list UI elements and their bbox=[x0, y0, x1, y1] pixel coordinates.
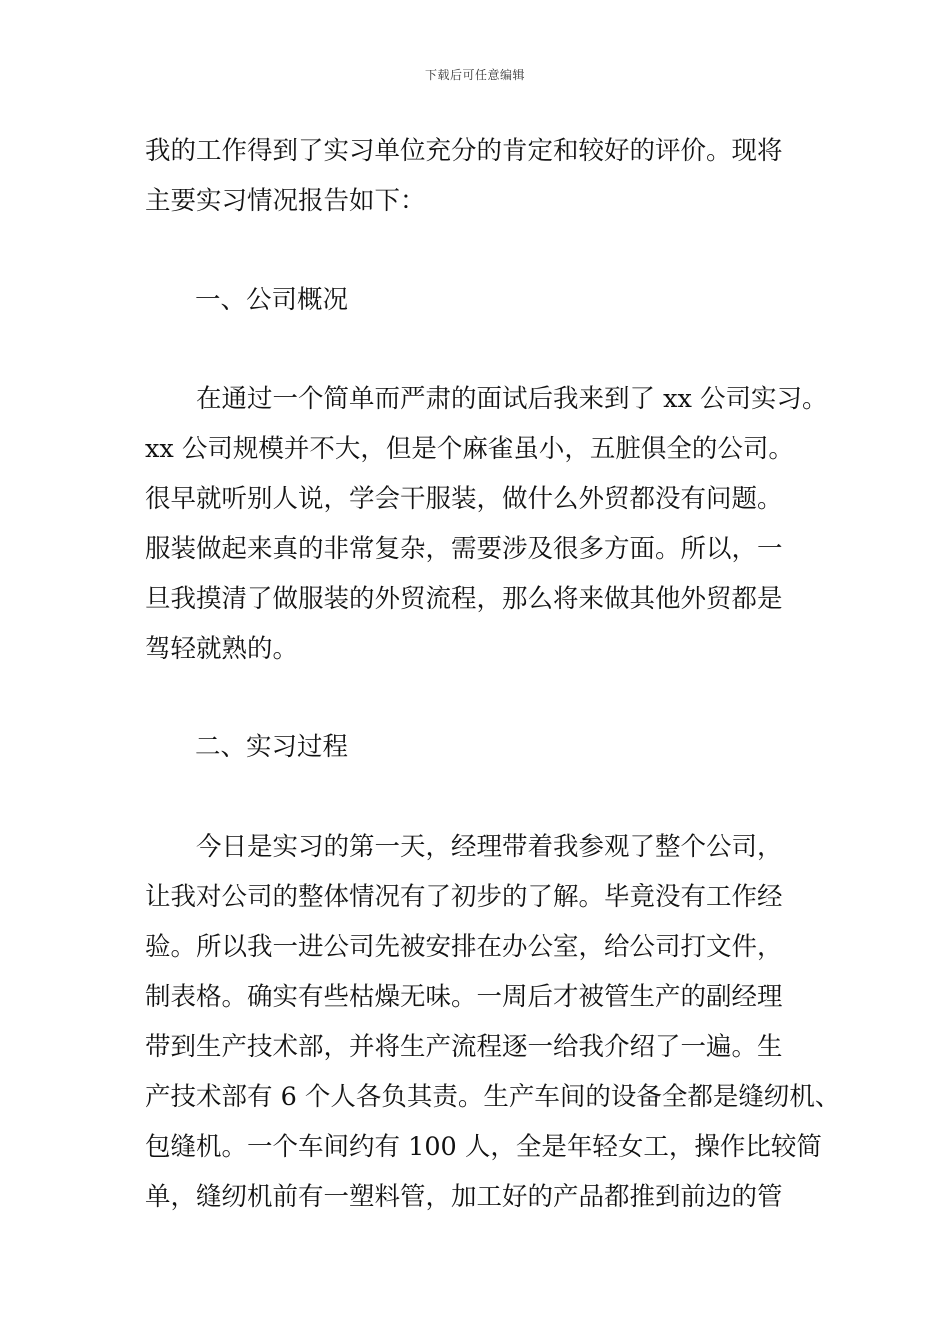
paragraph-line: 制表格。确实有些枯燥无味。一周后才被管生产的副经理 bbox=[145, 982, 783, 1012]
paragraph-line: 带到生产技术部，并将生产流程逐一给我介绍了一遍。生 bbox=[145, 1032, 783, 1062]
paragraph-line: 旦我摸清了做服装的外贸流程，那么将来做其他外贸都是 bbox=[145, 584, 783, 614]
page-header: 下载后可任意编辑 bbox=[424, 68, 525, 82]
company-overview-paragraph bbox=[145, 374, 835, 674]
intro-paragraph bbox=[145, 126, 835, 226]
paragraph-line: 包缝机。一个车间约有 100 人，全是年轻女工，操作比较简 bbox=[145, 1132, 822, 1162]
paragraph-line: 很早就听别人说，学会干服装，做什么外贸都没有问题。 bbox=[145, 484, 783, 514]
paragraph-line: 验。所以我一进公司先被安排在办公室，给公司打文件， bbox=[145, 932, 783, 962]
paragraph-line: 产技术部有 6 个人各负其责。生产车间的设备全都是缝纫机、 bbox=[145, 1082, 841, 1112]
paragraph-line: 我的工作得到了实习单位充分的肯定和较好的评价。现将 bbox=[145, 136, 783, 166]
paragraph-line: 在通过一个简单而严肃的面试后我来到了 xx 公司实习。 bbox=[145, 384, 828, 414]
paragraph-line: 驾轻就熟的。 bbox=[145, 634, 299, 664]
paragraph-line: 单，缝纫机前有一塑料管，加工好的产品都推到前边的管 bbox=[145, 1182, 783, 1212]
internship-process-paragraph bbox=[145, 822, 841, 1222]
section-heading-company-overview: 一、公司概况 bbox=[195, 285, 349, 315]
paragraph-line: xx 公司规模并不大，但是个麻雀虽小，五脏俱全的公司。 bbox=[145, 434, 794, 464]
section-heading-internship-process: 二、实习过程 bbox=[195, 732, 349, 762]
paragraph-line: 主要实习情况报告如下： bbox=[145, 186, 426, 216]
paragraph-line: 服装做起来真的非常复杂，需要涉及很多方面。所以，一 bbox=[145, 534, 783, 564]
paragraph-line: 让我对公司的整体情况有了初步的了解。毕竟没有工作经 bbox=[145, 882, 783, 912]
paragraph-line: 今日是实习的第一天，经理带着我参观了整个公司， bbox=[145, 832, 783, 862]
